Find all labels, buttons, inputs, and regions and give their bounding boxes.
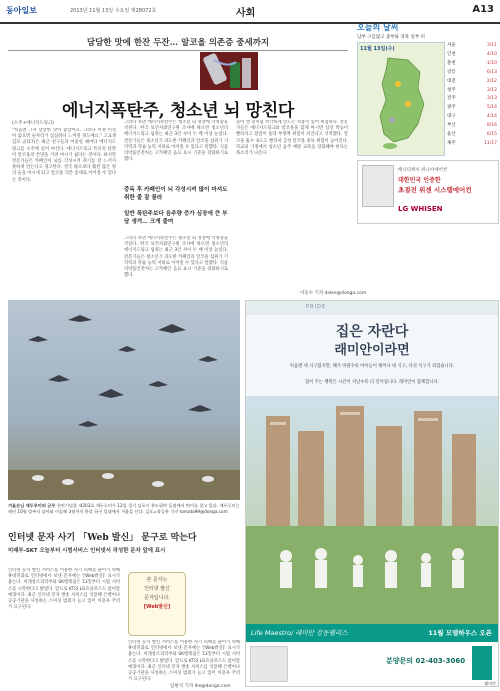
city-temps — [447, 42, 497, 149]
crane-photo — [8, 300, 240, 500]
ad-copy-2: 집이 주는 행복은 시간이 지날수록 더 깊어집니다. 래미안이 함께합니다. — [304, 380, 440, 385]
ad-line2: 대한민국 인증한 — [398, 177, 441, 184]
drink-image-icon — [200, 52, 258, 90]
ad-line3: 초절전 위센 시스템에어컨 — [398, 186, 472, 194]
ad-line1: 배니티케이 위니아에어컨 — [398, 168, 448, 173]
pullquote-1: 중독 후 카페인이 뇌 각성시켜 많이 마셔도 취한 줄 잘 몰라 — [124, 187, 228, 201]
raemian-logo-icon — [472, 646, 492, 680]
raemian-ad[interactable] — [245, 300, 499, 687]
city-row: 인천 4/10 — [447, 51, 497, 57]
story2-column-2: 인터넷 문자 발신 서비스를 이용한 사기 피해를 줄이기 위해 휴대전화로 인터넷에서 보낸 문자에는 '[Web발신]' 표시가 붙는다. 미래창조과학부와 SK텔레콤은 13일부터 시범 서비스를 시작한다고 밝혔다. 앞으로 KT와 LG유플러스도 참여할 예정이다. 최근 인터넷 문자 발송 서비스를 악용해 은행이나 공공기관을 사칭하는 스미싱 범죄가 늘고 있어 이용자 주의가 요구된다. — [128, 640, 240, 682]
city-row: 대구 4/14 — [447, 114, 497, 120]
aircon-ad[interactable] — [357, 160, 499, 224]
weather-title: 오늘의 날씨 — [357, 23, 399, 32]
city-row: 광주 5/14 — [447, 105, 497, 111]
issue-date: 2013년 11월 13일 수요일 제28072호 — [70, 8, 157, 14]
story1-reporter: 이동수 기자 dslee@donga.com — [300, 291, 367, 296]
city-row: 서울 3/11 — [447, 43, 497, 48]
ad-phone[interactable]: 분양문의 02-403-3060 — [386, 657, 466, 665]
ad-photo — [246, 396, 498, 624]
city-row: 강릉 6/13 — [447, 69, 497, 75]
section-title: 사회 — [236, 8, 256, 19]
phone-line: 본 문자는 — [146, 577, 168, 583]
phone-line: 인터넷 발신 — [144, 586, 170, 592]
story2-reporter: 임현석 기자 lhs@donga.com — [170, 684, 231, 689]
story2-headline: 인터넷 문자 사기 「Web 발신」 문구로 막는다 — [8, 533, 197, 543]
page-header — [0, 0, 500, 24]
ad-brand: 래미안 — [484, 681, 496, 686]
divider — [8, 50, 348, 51]
phone-line: 문자입니다. — [144, 595, 170, 601]
photo-caption — [8, 503, 240, 515]
story1-column-3: 술이 깬 것처럼 착각하게 만드는 작용이 있어 위험하다. 전문가들은 에너지드링크와 알코올을 함께 마시면 심장 박동이 빨라지고 혈압이 올라 부정맥 위험이 커진다고 지적했다. 알코올 흡수 속도도 빨라져 급성 알코올 중독 위험이 높아진다. 학교와 가정에서 청소년 음주 예방 교육을 강화해야 한다는 목소리가 나온다. — [236, 120, 348, 157]
ad-bar — [246, 624, 498, 642]
story2-column-1: 인터넷 문자 발신 서비스를 이용한 사기 피해를 줄이기 위해 휴대전화로 인터넷에서 보낸 문자에는 '[Web발신]' 표시가 붙는다. 미래창조과학부와 SK텔레콤은 13일부터 시범 서비스를 시작한다고 밝혔다. 앞으로 KT와 LG유플러스도 참여할 예정이다. 최근 인터넷 문자 발송 서비스를 악용해 은행이나 공공기관을 사칭하는 스미싱 범죄가 늘고 있어 이용자 주의가 요구된다. — [8, 568, 120, 611]
newspaper-logo: 동아일보 — [6, 5, 37, 15]
aircon-image-icon — [362, 165, 394, 207]
location-map-icon — [250, 646, 288, 682]
city-row: 부산 8/16 — [447, 123, 497, 129]
ad-top-band — [246, 301, 498, 315]
city-row: 제주 11/17 — [447, 140, 497, 146]
ad-title-2: 래미안이라면 — [334, 343, 410, 358]
story1-column-2b: 그러다 보면 에너지폭탄주는 청소년 뇌 성장에 악영향을 끼친다. 한국 보건사회연구원 조사에 따르면 청소년의 에너지드링크 섭취는 최근 3년 사이 두 배 이상 늘었다. 전문가들은 청소년기 과도한 카페인과 알코올 섭취가 기억력과 학습 능력 저하로 이어질 수 있다고 말했다. 식품의약품안전처는 고카페인 음료 표시 기준을 강화하기로 했다. — [124, 236, 228, 279]
ad-bar-right: 11월 모델하우스 오픈 — [428, 629, 492, 637]
drink-photo — [200, 52, 258, 90]
weather-date: 11월 13일(수) — [360, 46, 395, 52]
weather-subtitle: 남부 구름많고 중부와 경북 일부 비 — [357, 35, 426, 40]
phone-screen — [128, 572, 186, 636]
ad-footer — [246, 642, 498, 686]
story1-headline: 에너지폭탄주, 청소년 뇌 망친다 — [61, 101, 295, 121]
ad-title-1: 집은 자란다 — [335, 324, 409, 340]
page-number: A13 — [472, 4, 494, 15]
city-row: 춘천 -1/10 — [447, 60, 497, 66]
apartment-family-image-icon — [246, 396, 498, 624]
ad-bar-left: Life Maestro/ 래미안 강동팰리스 — [251, 629, 348, 637]
ad-copy-1: 처음엔 세 식구였지만, 해가 바뀔수록 아이들이 태어나 네 식구, 다섯 식구가 되었습니다. — [289, 364, 455, 369]
photo-caption-text: 천연기념물 제203호 재두루미가 12일 경기 김포시 홍도평야 들녘에서 먹이를 찾고 있다. 재두루미는 매년 10월 말부터 날아와 이듬해 3월까지 한강 하구 일대에서 겨울을 난다. 김포=장승윤 기자 tomato99@donga.com — [8, 503, 240, 514]
story1-column-2a: 그러다 보면 에너지폭탄주는 청소년 뇌 성장에 악영향을 끼친다. 한국 보건사회연구원 조사에 따르면 청소년의 에너지드링크 섭취는 최근 3년 사이 두 배 이상 늘었다. 전문가들은 청소년기 과도한 카페인과 알코올 섭취가 기억력과 학습 능력 저하로 이어질 수 있다고 말했다. 식품의약품안전처는 고카페인 음료 표시 기준을 강화하기로 했다. — [124, 120, 228, 163]
phone-line: [Web발신] — [143, 604, 171, 610]
city-row: 대전 2/12 — [447, 78, 497, 84]
korea-map-icon — [358, 54, 444, 150]
weather-box — [357, 22, 497, 162]
pullquote-2: 일반 폭탄주보다 음주량 증가 심장에 큰 부담 생겨… 크게 줄여 — [124, 211, 228, 225]
weather-map — [357, 42, 445, 156]
story2-subhead: 미래부-SKT 오늘부터 시범서비스 인터넷서 작성한 문자 앞에 표시 — [8, 548, 166, 554]
cranes-image-icon — [8, 300, 240, 500]
story1-byline: (소주+에너지드링크) — [12, 121, 55, 126]
story1-kicker: 담담한 맛에 한잔 두잔… 알코올 의존증 중세까지 — [86, 38, 270, 48]
lg-logo: LG WHISEN — [398, 205, 443, 213]
city-row: 울산 6/15 — [447, 132, 497, 138]
photo-caption-title: 겨울손님 재두루미의 군무 — [8, 503, 56, 508]
city-row: 청주 3/12 — [447, 87, 497, 93]
ad-tag: PRIDE — [306, 304, 326, 310]
story1-column-1: "처음엔 그저 달달한 맛이 좋았어요. 그러다 이젠 이것이 없으면 술자리가 심심하다 느껴질 정도예요." 고교생 김모 군(17)은 최근 친구들과 어울릴 때마다 에너지드링크를 소주에 섞어 마신다. 에너지드링크 특유의 단맛이 알코올의 쓴맛을 가려 마시기 쉽다는 것이다. 하지만 전문가들은 카페인이 뇌를 각성시켜 취기를 잘 느끼지 못하게 만든다고 경고한다. 결국 평소보다 훨씬 많은 양의 술을 마시게 되고 알코올 의존 증세로 이어질 수 있다는 것이다. — [12, 128, 116, 183]
city-row: 전주 3/13 — [447, 96, 497, 102]
